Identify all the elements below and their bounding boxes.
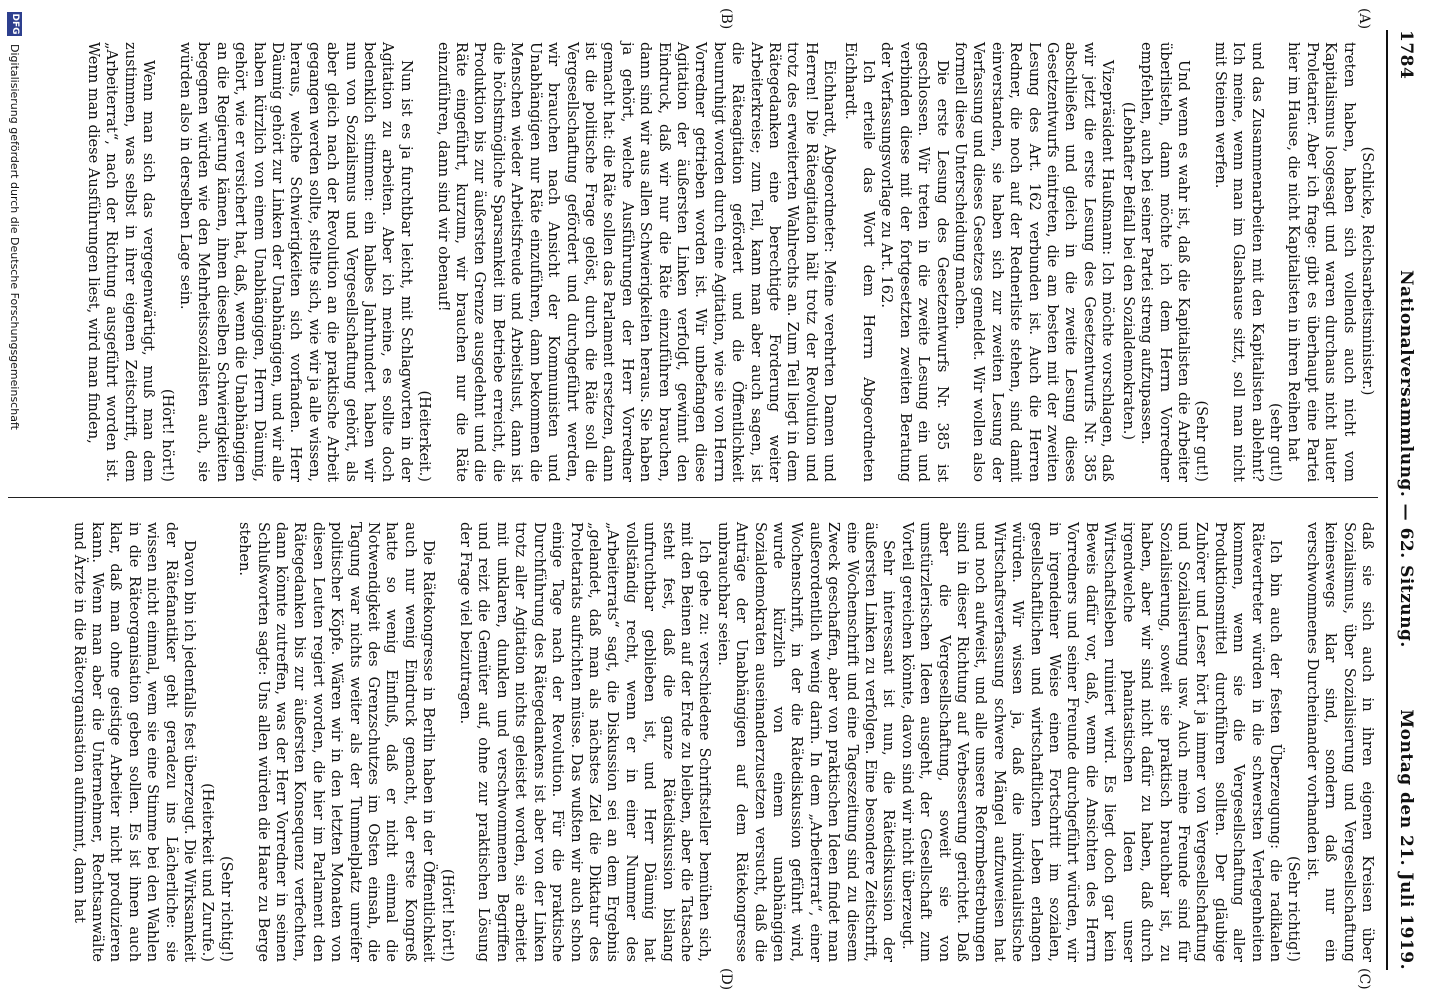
page-header — [1386, 30, 1416, 970]
column-divider — [8, 497, 1378, 498]
paragraph: Ich erteile das Wort dem Herrn Abgeordneten Eichhardt. — [841, 42, 878, 482]
dfg-logo: DFG — [7, 12, 22, 36]
reaction: (Sehr richtig!) — [1285, 856, 1303, 962]
paragraph: und das Zusammenarbeiten mit den Kapitalisten ablehnt? Ich meine, wenn man im Glashause sitzt, soll man nicht mit Steinen werfen. — [1211, 42, 1266, 482]
margin-mark-b: (B) — [718, 8, 734, 30]
paragraph: treten haben, haben sich vollends auch nicht vom Kapitalismus losgesagt und waren durchaus nicht lauter Proletarier. Aber ich frage: gibt es überhaupt eine Partei hier im Hause, die nicht Kapitalisten in ihren Reihen hat — [1285, 42, 1358, 482]
digitization-credit — [2, 0, 24, 1000]
speaker-note: (Schlicke, Reichsarbeitsminister.) — [1359, 146, 1376, 396]
reaction: (sehr gut!) — [1266, 403, 1284, 482]
paragraph: Die Rätekongresse in Berlin haben in der Öffentlichkeit auch nur wenig Eindruck gemacht, der erste Kongreß hatte so wenig Einfluß, daß er nicht einmal die Notwendigkeit des Grenzschutzes im Osten einsah, die Tagung war nichts weiter als der Tummelplatz unreifer politischer Köpfe. Wären wir in den letzten Monaten von diesen Leuten regiert worden, die hier im Parlament den Rätegedanken bis zur äußersten Konsequenz verfechten, dann könnte zutreffen, was der Herr Vorredner in seinen Schlußworten sagte: Uns allen würden die Haare zu Berge stehen. — [236, 522, 438, 962]
reaction: (Lebhafter Beifall bei den Sozialdemokraten.) — [1119, 101, 1137, 441]
paragraph: Sehr interessant ist nun, die Rätediskussion der äußersten Linken zu verfolgen. Eine besondere Zeitschrift, eine Wochenschrift und eine Tageszeitung sind zu diesem Zweck geschaffen, aber von praktischen Ideen findet man außerordentlich wenig darin. In dem „Arbeiterrat“, einer Wochenschrift, in der die Rätediskussion geführt wird, wurde kürzlich von einem unabhängigen Sozialdemokraten auseinanderzusetzen versucht, daß die Anträge der Unabhängigen auf dem Rätekongresse unbrauchbar seien. — [714, 522, 898, 962]
paragraph: daß sie sich auch in ihren eigenen Kreisen über Sozialismus, über Sozialisierung und Vergesellschaftung keineswegs klar sind, sondern daß nur ein verschwommenes Durcheinander vorhanden ist. — [1303, 522, 1376, 962]
header-rule — [1386, 30, 1388, 970]
left-column — [84, 42, 1376, 482]
reaction: (Hört! hört!) — [158, 388, 176, 482]
margin-mark-a: (A) — [1356, 8, 1372, 30]
paragraph: Nun ist es ja furchtbar leicht, mit Schlagworten in der Agitation zu arbeiten. Aber ich meine, es sollte doch bedenklich stimmen: ein halbes Jahrhundert haben wir nun von Sozialismus und Vergesellschaftung gehört, als aber gleich nach der Revolution an die praktische Arbeit gegangen werden sollte, stellte sich, wie wir ja alle wissen, heraus, welche Schwierigkeiten sich vorfanden. Herr Däumig gehört zur Linken der Unabhängigen, und wir alle haben kürzlich von einem Unabhängigen, Herrn Däumig, gehört, wie er versichert hat, daß, wenn die Unabhängigen an die Regierung kämen, ihnen dieselben Schwierigkeiten begegnen würden wie den Mehrheitssozialisten auch, sie würden also in derselben Lage sein. — [177, 42, 415, 482]
margin-mark-d: (D) — [718, 968, 734, 991]
right-column — [69, 522, 1376, 962]
reaction: (Sehr richtig!) — [217, 856, 235, 962]
paragraph: Die erste Lesung des Gesetzentwurfs Nr. 385 ist geschlossen. Wir treten in die zweite Lesung ein und verbinden diese mit der fortgesetzten zweiten Beratung der Verfassungsvorlage zu Art. 162. — [878, 42, 951, 482]
paragraph: Davon bin ich jedenfalls fest überzeugt. Die Wirksamkeit der Rätefanatiker geht geradezu ins Lächerliche: sie wissen nicht einmal, wem sie eine Stimme bei den Wahlen in die Räteorganisation geben sollen. Es ist ihnen auch klar, daß man ohne geistige Arbeiter nicht produzieren kann. Wenn man aber die Unternehmer, Rechtsanwälte und Ärzte in die Räteorganisation aufnimmt, dann hat — [70, 522, 198, 963]
credit-text: Digitalisierung gefördert durch die Deutsche Forschungsgemeinschaft — [8, 44, 21, 430]
reaction: (Hört! hört!) — [438, 868, 456, 962]
margin-mark-c: (C) — [1356, 968, 1372, 990]
paragraph: Wenn man sich das vergegenwärtigt, muß man dem zustimmen, was selbst in ihrer eigenen Zeitschrift, dem „Arbeiterrat“, nach der Richtung ausgeführt worden ist. Wenn man diese Ausführungen liest, wird man finden, — [84, 42, 158, 482]
paragraph: Ich gehe zu: verschiedene Schriftsteller bemühen sich, mit den Beinen auf der Erde zu bleiben, aber die Tatsache steht fest, daß die ganze Rätediskussion bislang unfruchtbar geblieben ist, und Herr Däumig hat vollständig recht, wenn er in einer Nummer des „Arbeiterrats“ sagt, die Diskussion sei an dem Ergebnis „gelandet, daß man als nächstes Ziel die Diktatur des Proletariats aufrichten müsse. Das wußten wir auch schon einige Tage nach der Revolution. Für die praktische Durchführung des Rätegedankens ist aber von der Linken trotz aller Agitation nichts geleistet worden, sie arbeitet mit unklaren, dunklen und verschwommenen Begriffen und reizt die Gemüter auf, ohne zur praktischen Lösung der Frage viel beizutragen. — [457, 522, 714, 962]
paragraph: Und wenn es wahr ist, daß die Kapitalisten die Arbeiter überlisteln, dann möchte ich dem Herrn Vorredner empfehlen, auch bei seiner Partei streng aufzupassen. — [1138, 42, 1192, 482]
paragraph: Eichhardt, Abgeordneter: Meine verehrten Damen und Herren! Die Räteagitation hält trotz der Revolution und trotz des erweiterten Wahlrechts an. Zum Teil liegt in dem Rätegedanken eine berechtigte Forderung weiter Arbeiterkreise; zum Teil, kann man aber auch sagen, ist die Räteagitation gefördert und die Öffentlichkeit beunruhigt worden durch eine Agitation, wie sie von Herrn Vorredner getrieben worden ist. Wir unbefangen diese Agitation der äußersten Linken verfolgt, gewinnt den Eindruck, daß wir nur die Räte einzuführen brauchen, dann sind wir aus allen Schwierigkeiten heraus. Sie haben ja gehört, welche Ausführungen der Herr Vorredner gemacht hat: die Räte sollen das Parlament ersetzen, dann ist die politische Frage gelöst, durch die Räte soll die Vergesellschaftung gefördert und durchgeführt werden, wir brauchen nach Ansicht der Kommunisten und Unabhängigen nur Räte einzuführen, dann bekommen die Menschen wieder Arbeitsfreude und Arbeitslust, dann ist die höchstmögliche Sparsamkeit im Betriebe erreicht, die Produktion bis zur äußersten Grenze ausgedehnt und die Räte eingeführt, kurzum, wir brauchen nur die Räte einzuführen, dann sind wir obenauf! — [434, 42, 839, 483]
reaction: (Sehr gut!) — [1193, 400, 1211, 482]
session-date: Montag den 21. Juli 1919. — [1396, 709, 1416, 970]
session-title: Nationalversammlung. — 62. Sitzung. — [1396, 270, 1416, 648]
paragraph: Ich bin auch der festen Überzeugung: die radikalen Rätevertreter würden in die schwersten Verlegenheiten kommen, wenn sie die Vergesellschaftung aller Produktionsmittel durchführen sollten. Der gläubige Zuhörer und Leser hört ja immer von Vergesellschaftung und Sozialisierung usw. Auch meine Freunde sind für Sozialisierung, soweit sie praktisch brauchbar ist, zu haben, aber wir sind nicht dafür zu haben, daß durch irgendwelche phantastischen Ideen unser Wirtschaftsleben ruiniert wird. Es liegt doch gar kein Beweis dafür vor, daß, wenn die Ansichten des Herrn Vorredners und seiner Freunde durchgeführt würden, wir in irgendeiner Weise einen Fortschritt im sozialen, gesellschaftlichen und wirtschaftlichen Leben erlangen würden. Wir wissen ja, daß die individualistische Wirtschaftsverfassung schwere Mängel aufzuweisen hat und noch aufweist, und alle unsere Reformbestrebungen sind in dieser Richtung auf Verbesserung gerichtet. Daß aber die Vergesellschaftung, soweit sie von umstürzlerischen Ideen ausgeht, der Gesellschaft zum Vorteil gereichen könnte, davon sind wir nicht überzeugt. — [898, 522, 1284, 962]
reaction: (Heiterkeit.) — [416, 390, 434, 482]
paragraph: Vizepräsident Haußmann: Ich möchte vorschlagen, daß wir jetzt die erste Lesung des Gesetzentwurfs Nr. 385 abschließen und gleich in die zweite Lesung dieses Gesetzentwurfs eintreten, die am besten mit der zweiten Lesung des Art. 162 verbunden ist. Auch die Herren Redner, die noch auf der Rednerliste stehen, sind damit einverstanden, sie haben sich zur zweiten Lesung der Verfassung und dieses Gesetzes gemeldet. Wir wollen also formell diese Unterscheidung machen. — [952, 42, 1117, 482]
reaction: (Heiterkeit und Zurufe.) — [199, 783, 217, 962]
page-number: 1784 — [1396, 30, 1416, 80]
